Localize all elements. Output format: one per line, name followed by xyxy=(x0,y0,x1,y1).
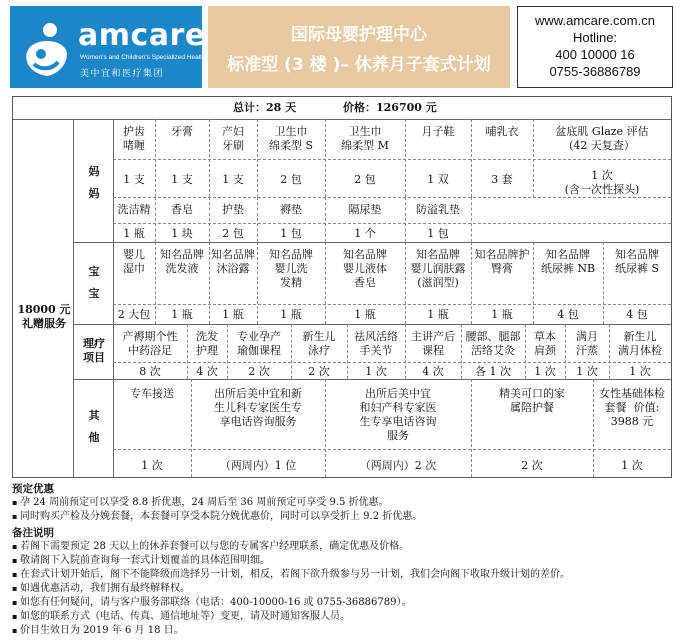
mom-supply-qty: 1 块 xyxy=(171,227,193,240)
title-line-1: 国际母婴护理中心 xyxy=(291,25,427,45)
other-service-qty: 1 次 xyxy=(621,459,643,472)
remark-note xyxy=(12,582,672,596)
therapy-item-qty: 4 次 xyxy=(422,365,444,378)
hotline-label: Hotline: xyxy=(572,30,618,45)
other-service-item: 出所后美中宜 和妇产科专家医 生专享电话咨询 服务 xyxy=(359,387,437,442)
mom-item: 月子鞋 xyxy=(421,125,455,138)
document-title xyxy=(208,6,510,88)
therapy-item: 草本 肩颈 xyxy=(534,330,556,357)
category-baby: 宝 宝 xyxy=(88,265,100,300)
baby-item: 知名品牌 洗发液 xyxy=(160,248,204,275)
bullet-icon: ▪ xyxy=(12,570,18,579)
website-link[interactable]: www.amcare.com.cn xyxy=(535,13,655,28)
mom-item-qty: 1 支 xyxy=(123,173,145,186)
remark-note xyxy=(12,624,672,638)
note-text: 若阁下需要预定 28 天以上的休养套餐可以与您的专属客户经理联系，确定优惠及价格。 xyxy=(20,541,410,552)
therapy-item: 专业孕产 瑜伽课程 xyxy=(237,330,281,357)
baby-item-qty: 1 瓶 xyxy=(354,308,376,321)
mom-item: 盆底肌 Glaze 评估 (42 天复查） xyxy=(555,125,649,152)
therapy-item-qty: 2 次 xyxy=(308,365,330,378)
baby-item-qty: 1 瓶 xyxy=(491,308,513,321)
therapy-item: 新生儿 满月体检 xyxy=(618,330,662,357)
notes-section xyxy=(12,482,672,638)
remark-note xyxy=(12,610,672,624)
remark-note xyxy=(12,554,672,568)
therapy-item-qty: 各 1 次 xyxy=(475,365,511,378)
category-other: 其 他 xyxy=(88,409,100,444)
baby-item-qty: 4 包 xyxy=(557,308,579,321)
package-table xyxy=(12,96,672,478)
therapy-item-qty: 1 次 xyxy=(576,365,598,378)
other-service-item: 精美可口的家 属陪护餐 xyxy=(499,387,565,414)
brand-logo xyxy=(10,6,206,88)
therapy-item: 满月 汗蒸 xyxy=(576,330,598,357)
therapy-item: 产褥期个性 中药浴足 xyxy=(122,330,178,357)
discount-title: 预定优惠 xyxy=(12,483,54,495)
note-text: 如您的联系方式（电话、传真、通信地址等）变更，请及时通知客服人员。 xyxy=(20,611,350,622)
baby-item: 知名品牌护 臀膏 xyxy=(474,248,530,275)
bullet-icon: ▪ xyxy=(12,584,18,593)
mom-supply-item: 护垫 xyxy=(222,203,244,216)
therapy-item: 腰部、腿部 活络艾灸 xyxy=(465,330,521,357)
other-service-item: 出所后美中宜和新 生儿科专家医生专 享电话咨询服务 xyxy=(214,387,302,428)
remarks-title: 备注说明 xyxy=(12,527,54,539)
bullet-icon: ▪ xyxy=(12,512,18,521)
mom-item-qty: 1 次 (含一次性探头) xyxy=(564,169,640,196)
therapy-item: 新生儿 泳疗 xyxy=(302,330,336,357)
baby-item-qty: 2 大包 xyxy=(117,308,151,321)
mom-item-qty: 2 包 xyxy=(280,173,302,186)
remark-note xyxy=(12,540,672,554)
baby-item: 知名品牌 婴儿润肤露 (滋润型) xyxy=(410,248,466,289)
therapy-item-qty: 2 次 xyxy=(248,365,270,378)
other-service-qty: （两周内）2 次 xyxy=(359,459,437,472)
bullet-icon: ▪ xyxy=(12,598,18,607)
mom-supply-qty: 1 个 xyxy=(354,227,376,240)
note-text: 价目生效日为 2019 年 6 月 18 日。 xyxy=(20,625,184,636)
note-text: 孕 24 周前预定可以享受 8.8 折优惠，24 周后至 36 周前预定可享受 9.5 折优惠。 xyxy=(20,497,389,508)
baby-item-qty: 1 瓶 xyxy=(280,308,302,321)
mother-baby-logo-icon xyxy=(20,20,74,78)
bullet-icon: ▪ xyxy=(12,542,18,551)
other-service-qty: 1 次 xyxy=(141,459,163,472)
brand-tagline-en: Women's and Children's Specialized Health xyxy=(80,54,206,61)
baby-item-qty: 4 包 xyxy=(626,308,648,321)
other-service-item: 女性基础体检 套餐 价值: 3988 元 xyxy=(599,387,665,428)
baby-item-qty: 1 瓶 xyxy=(222,308,244,321)
mom-item-qty: 3 套 xyxy=(491,173,513,186)
mom-item: 卫生巾 绵柔型 M xyxy=(341,125,389,152)
mom-supply-qty: 1 瓶 xyxy=(123,227,145,240)
other-service-qty: 2 次 xyxy=(521,459,543,472)
therapy-item: 洗发 护理 xyxy=(196,330,218,357)
note-text: 如遇优惠活动，我们拥有最终解释权。 xyxy=(20,583,190,594)
mom-item: 牙膏 xyxy=(171,125,193,138)
mom-item: 哺乳衣 xyxy=(485,125,519,138)
remark-note xyxy=(12,568,672,582)
bullet-icon: ▪ xyxy=(12,498,18,507)
discount-note xyxy=(12,510,672,524)
mom-item: 产妇 牙刷 xyxy=(222,125,244,152)
baby-item: 知名品牌 纸尿裤 NB xyxy=(540,248,596,275)
gift-value-label: 18000 元 礼赠服务 xyxy=(17,303,71,330)
mom-supply-item: 洗洁精 xyxy=(117,203,151,216)
mom-supply-item: 防溢乳垫 xyxy=(416,203,460,216)
category-mom: 妈 妈 xyxy=(88,165,100,200)
category-therapy: 理疗 项目 xyxy=(83,337,105,364)
other-service-item: 专车接送 xyxy=(130,387,174,400)
therapy-item-qty: 1 次 xyxy=(629,365,651,378)
mom-supply-qty: 1 包 xyxy=(427,227,449,240)
mom-item-qty: 2 包 xyxy=(354,173,376,186)
note-text: 同时购买产检及分娩套餐，本套餐可享受本院分娩优惠价，同时可以享受折上 9.2 折优惠。 xyxy=(20,511,423,522)
mom-item-qty: 1 双 xyxy=(427,173,449,186)
mom-supply-qty: 1 包 xyxy=(280,227,302,240)
other-service-qty: （两周内）1 位 xyxy=(219,459,297,472)
contact-box xyxy=(517,6,673,88)
baby-item: 知名品牌 婴儿洗 发精 xyxy=(269,248,313,289)
therapy-item: 主讲产后 课程 xyxy=(411,330,455,357)
total-days: 总计：28 天 xyxy=(233,101,297,114)
note-text: 在套式计划开始后，阁下不能降级而选择另一计划，相反，若阁下欲升级参与另一计划，我们会向阁下收取升级计划的差价。 xyxy=(20,569,570,580)
mom-item-qty: 1 支 xyxy=(222,173,244,186)
therapy-item-qty: 8 次 xyxy=(139,365,161,378)
discount-note xyxy=(12,496,672,510)
note-text: 敬请阁下入院前查询每一套式计划覆盖的具体范围明细。 xyxy=(20,555,270,566)
mom-supply-item: 隔尿垫 xyxy=(348,203,382,216)
bullet-icon: ▪ xyxy=(12,626,18,635)
title-line-2: 标准型 (3 楼 )– 休养月子套式计划 xyxy=(227,55,491,75)
baby-item: 知名品牌 沐浴露 xyxy=(211,248,255,275)
package-price: 价格：126700 元 xyxy=(343,101,437,114)
mom-supply-qty: 2 包 xyxy=(222,227,244,240)
therapy-item-qty: 4 次 xyxy=(196,365,218,378)
baby-item-qty: 1 瓶 xyxy=(427,308,449,321)
bullet-icon: ▪ xyxy=(12,556,18,565)
baby-item-qty: 1 瓶 xyxy=(171,308,193,321)
mom-item: 护齿 啫喱 xyxy=(123,125,145,152)
brand-name: amcare xyxy=(78,18,206,53)
therapy-item-qty: 1 次 xyxy=(534,365,556,378)
remark-note xyxy=(12,596,672,610)
mom-supply-item: 褥垫 xyxy=(280,203,302,216)
therapy-item-qty: 1 次 xyxy=(365,365,387,378)
note-text: 如您有任何疑问，请与客户服务部联络（电话：400-10000-16 或 0755-36886789）。 xyxy=(20,597,412,608)
mom-supply-item: 香皂 xyxy=(171,203,193,216)
baby-item: 婴儿 湿巾 xyxy=(123,248,145,275)
mom-item-qty: 1 支 xyxy=(171,173,193,186)
baby-item: 知名品牌 婴儿液体 香皂 xyxy=(343,248,387,289)
therapy-item: 祛风活络 手关节 xyxy=(354,330,398,357)
mom-item: 卫生巾 绵柔型 S xyxy=(268,125,314,152)
hotline-number-1: 400 10000 16 xyxy=(555,47,635,62)
baby-item: 知名品牌 纸尿裤 S xyxy=(614,248,660,275)
hotline-number-2: 0755-36886789 xyxy=(549,64,641,79)
brand-tagline-cn: 美中宜和医疗集团 xyxy=(80,69,165,79)
bullet-icon: ▪ xyxy=(12,612,18,621)
